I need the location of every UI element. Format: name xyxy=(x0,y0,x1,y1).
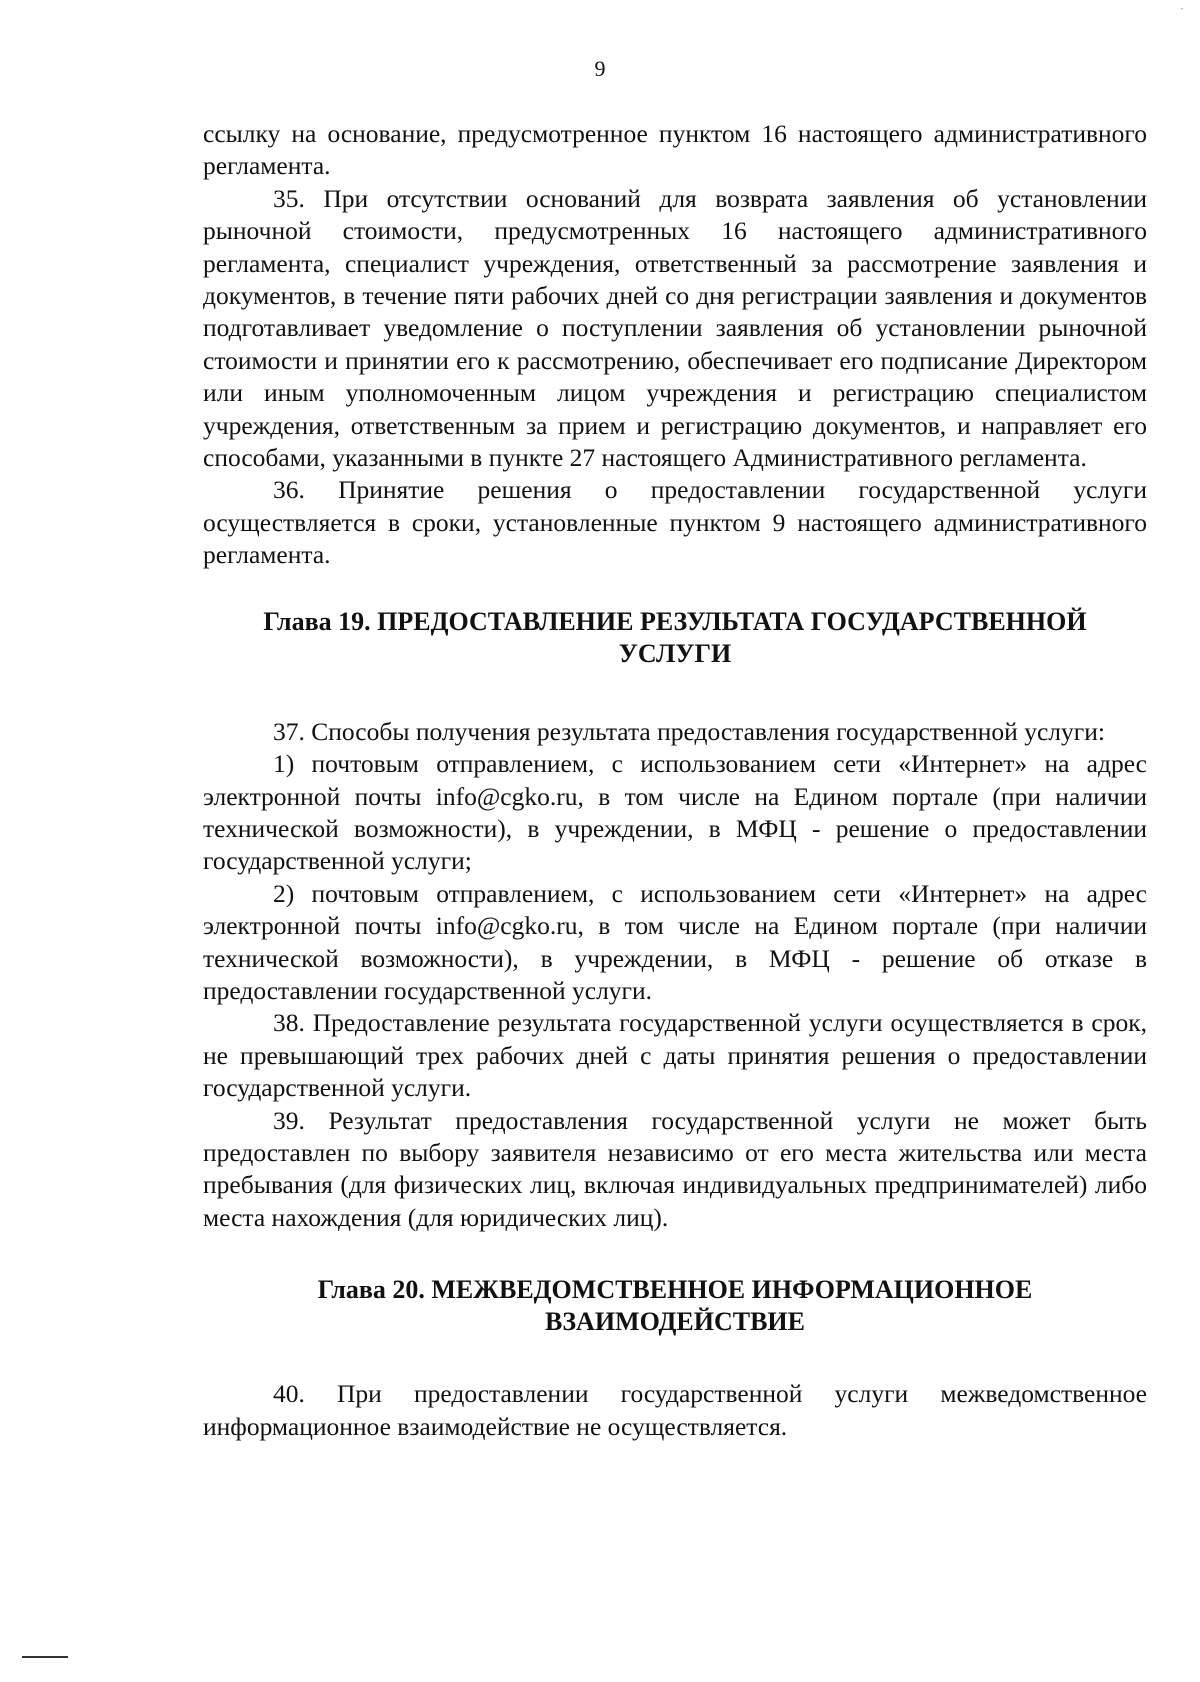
scan-corner-mark: · xyxy=(1180,2,1184,16)
paragraph-37-item-2: 2) почтовым отправлением, с использованием сети «Интернет» на адрес электронной почты info@cgko.ru, в том числе на Едином портале (при наличии технической возможности), в учреждении, в МФЦ - решение об отказе в предоставлении государственной услуги. xyxy=(203,878,1147,1005)
page-number: 9 xyxy=(594,56,606,81)
paragraph-35: 35. При отсутствии оснований для возврата заявления об установлении рыночной стоимости, предусмотренных 16 настоящего административного регламента, специалист учреждения, ответственный за рассмотрение заявления и документов, в течение пяти рабочих дней со дня регистрации заявления и документов подготавливает уведомление о поступлении заявления об установлении рыночной стоимости и принятии его к рассмотрению, обеспечивает его подписание Директором или иным уполномоченным лицом учреждения и регистрацию специалистом учреждения, ответственным за прием и регистрацию документов, и направляет его способами, указанными в пункте 27 настоящего Административного регламента. xyxy=(203,183,1147,473)
paragraph-37-item-1: 1) почтовым отправлением, с использованием сети «Интернет» на адрес электронной почты info@cgko.ru, в том числе на Едином портале (при наличии технической возможности), в учреждении, в МФЦ - решение о предоставлении государственной услуги; xyxy=(203,749,1147,876)
paragraph-40: 40. При предоставлении государственной услуги межведомственное информационное взаимодействие не осуществляется. xyxy=(203,1379,1147,1441)
document-body xyxy=(203,118,1147,1443)
chapter-19-heading: Глава 19. ПРЕДОСТАВЛЕНИЕ РЕЗУЛЬТАТА ГОСУДАРСТВЕННОЙ УСЛУГИ xyxy=(263,606,1087,668)
paragraph-37: 37. Способы получения результата предоставления государственной услуги: xyxy=(273,716,1105,746)
paragraph-38: 38. Предоставление результата государственной услуги осуществляется в срок, не превышающий трех рабочих дней с даты принятия решения о предоставлении государственной услуги. xyxy=(203,1008,1147,1103)
footer-divider xyxy=(22,1656,68,1658)
chapter-20-heading: Глава 20. МЕЖВЕДОМСТВЕННОЕ ИНФОРМАЦИОННОЕ ВЗАИМОДЕЙСТВИЕ xyxy=(317,1275,1033,1337)
paragraph-continuation: ссылку на основание, предусмотренное пунктом 16 настоящего административного регламента. xyxy=(203,119,1147,181)
paragraph-39: 39. Результат предоставления государственной услуги не может быть предоставлен по выбору заявителя независимо от его места жительства или места пребывания (для физических лиц, включая индивидуальных предпринимателей) либо места нахождения (для юридических лиц). xyxy=(203,1105,1147,1232)
paragraph-36: 36. Принятие решения о предоставлении государственной услуги осуществляется в сроки, установленные пунктом 9 настоящего административного регламента. xyxy=(203,475,1147,570)
